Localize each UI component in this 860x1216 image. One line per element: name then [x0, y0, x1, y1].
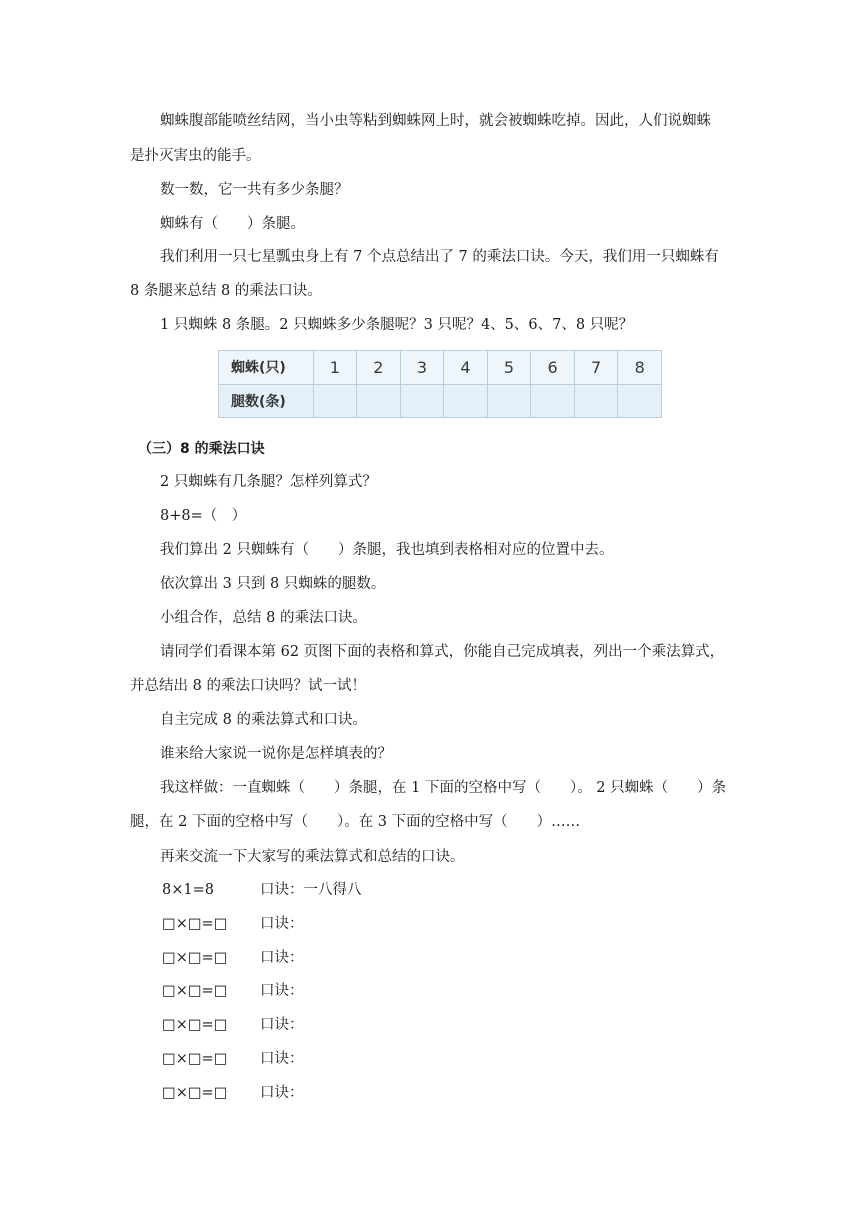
mnemonic: 口诀： [260, 1085, 304, 1101]
paragraph-ladybug-line1: 我们利用一只七星瓢虫身上有 7 个点总结出了 7 的乘法口诀。今天，我们用一只蜘蛛有 [160, 249, 719, 265]
equation: □×□=□ [162, 1017, 228, 1033]
mnemonic: 口诀： [260, 1051, 304, 1067]
equation: 8×1=8 [162, 882, 214, 898]
mnemonic: 口诀： [260, 916, 304, 932]
table-row-label: 腿数(条) [219, 384, 314, 418]
paragraph-group-work: 小组合作，总结 8 的乘法口诀。 [160, 610, 367, 626]
paragraph-method-line1: 我这样做：一直蜘蛛（ ）条腿，在 1 下面的空格中写（ ）。 2 只蜘蛛（ ）条 [160, 780, 727, 796]
table-row-label: 蜘蛛(只) [219, 351, 314, 385]
paragraph-textbook-line2: 并总结出 8 的乘法口诀吗？试一试！ [130, 678, 366, 694]
mnemonic: 口诀：一八得八 [260, 882, 362, 898]
mnemonic: 口诀： [260, 983, 304, 999]
equation-row [162, 1083, 304, 1103]
equation-row [162, 880, 362, 900]
equation-row [162, 1015, 304, 1035]
equation: □×□=□ [162, 983, 228, 999]
table-cell-empty [574, 384, 618, 418]
paragraph-textbook-line1: 请同学们看课本第 62 页图下面的表格和算式，你能自己完成填表，列出一个乘法算式， [160, 644, 725, 660]
paragraph-spider-intro-line2: 是扑灭害虫的能手。 [130, 148, 261, 164]
equation-row [162, 948, 304, 968]
spider-legs-table [218, 350, 662, 418]
paragraph-spider-legs-blank: 蜘蛛有（ ）条腿。 [160, 216, 305, 232]
table-cell-empty [313, 384, 357, 418]
table-row-spiders [219, 351, 662, 385]
table-cell: 1 [313, 351, 357, 385]
table-cell: 6 [531, 351, 575, 385]
mnemonic: 口诀： [260, 950, 304, 966]
table-cell-empty [444, 384, 488, 418]
table-cell-empty [357, 384, 401, 418]
table-cell-empty [618, 384, 662, 418]
equation-row [162, 1049, 304, 1069]
paragraph-spider-intro-line1: 蜘蛛腹部能喷丝结网，当小虫等粘到蜘蛛网上时，就会被蜘蛛吃掉。因此，人们说蜘蛛 [160, 113, 711, 129]
table-cell: 7 [574, 351, 618, 385]
paragraph-two-spiders: 2 只蜘蛛有几条腿？怎样列算式？ [160, 474, 377, 490]
mnemonic: 口诀： [260, 1017, 304, 1033]
table-cell: 5 [487, 351, 531, 385]
equation: □×□=□ [162, 950, 228, 966]
equation-row [162, 914, 304, 934]
table-cell: 4 [444, 351, 488, 385]
table-cell-empty [531, 384, 575, 418]
equation: □×□=□ [162, 916, 228, 932]
table-cell-empty [400, 384, 444, 418]
paragraph-compute-legs: 依次算出 3 只到 8 只蜘蛛的腿数。 [160, 576, 386, 592]
paragraph-explain: 谁来给大家说一说你是怎样填表的？ [160, 746, 392, 762]
table-cell: 8 [618, 351, 662, 385]
table-cell: 3 [400, 351, 444, 385]
paragraph-count-legs: 数一数，它一共有多少条腿？ [160, 182, 349, 198]
section-heading: （三）8 的乘法口诀 [138, 441, 265, 457]
paragraph-self-complete: 自主完成 8 的乘法算式和口诀。 [160, 712, 367, 728]
table-cell-empty [487, 384, 531, 418]
paragraph-exchange: 再来交流一下大家写的乘法算式和总结的口诀。 [160, 849, 465, 865]
equation: □×□=□ [162, 1085, 228, 1101]
paragraph-ladybug-line2: 8 条腿来总结 8 的乘法口诀。 [130, 283, 322, 299]
paragraph-addition: 8+8=（ ） [160, 508, 247, 524]
equation: □×□=□ [162, 1051, 228, 1067]
paragraph-spider-count-question: 1 只蜘蛛 8 条腿。2 只蜘蛛多少条腿呢？3 只呢？4、5、6、7、8 只呢？ [160, 317, 634, 333]
equation-row [162, 981, 304, 1001]
paragraph-fill-table: 我们算出 2 只蜘蛛有（ ）条腿，我也填到表格相对应的位置中去。 [160, 542, 614, 558]
paragraph-method-line2: 腿，在 2 下面的空格中写（ ）。在 3 下面的空格中写（ ）…… [130, 814, 581, 830]
table-row-legs [219, 384, 662, 418]
table-cell: 2 [357, 351, 401, 385]
